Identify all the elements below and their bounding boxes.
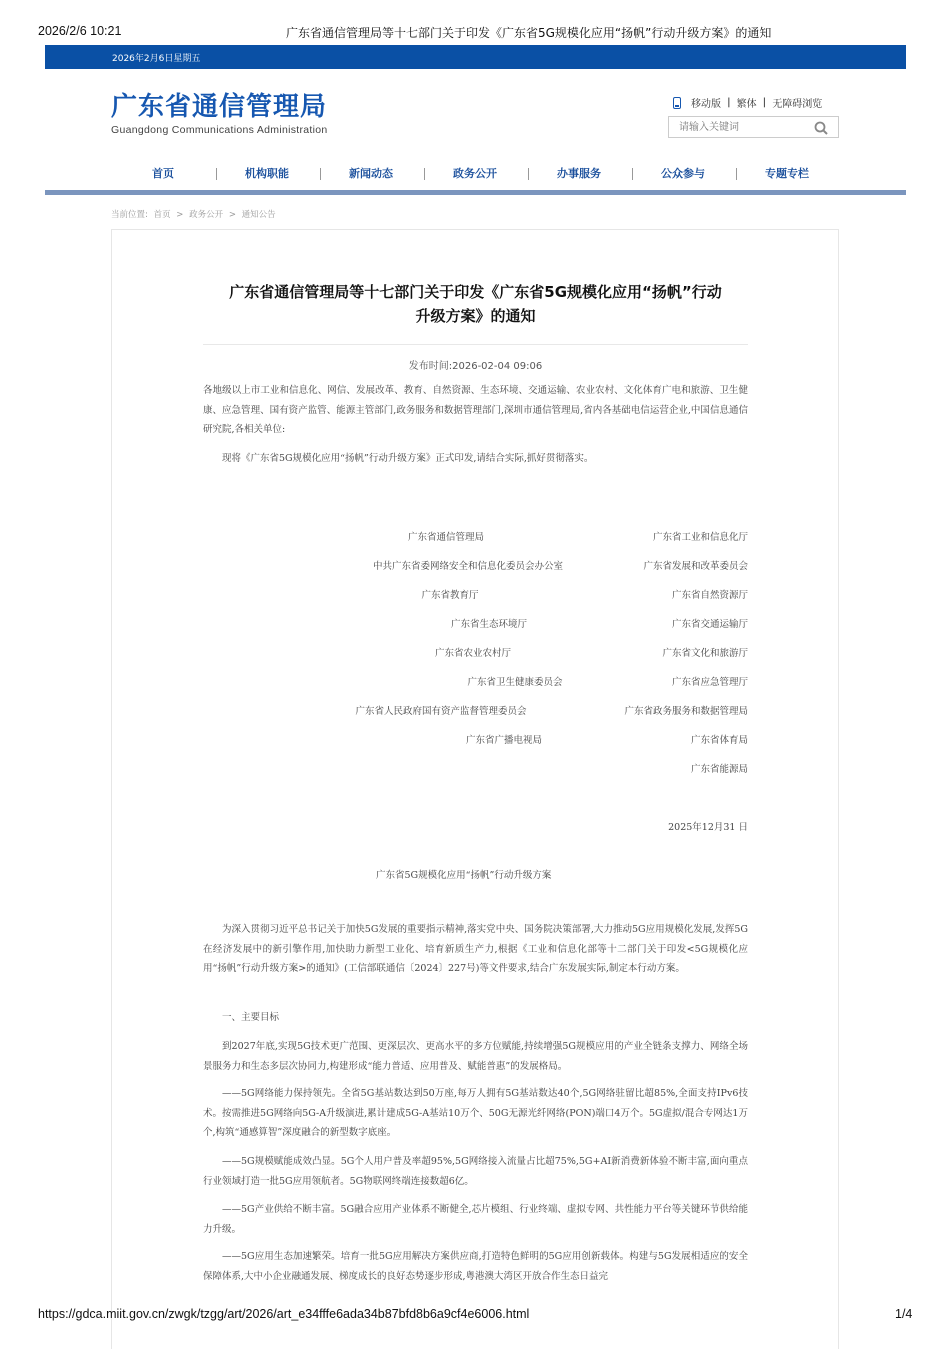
breadcrumb-sep: >	[228, 210, 236, 220]
plan-title: 广东省5G规模化应用“扬帆”行动升级方案	[376, 870, 552, 881]
logo-cn-name: 广东省通信管理局	[111, 92, 328, 122]
nav-item-gov-affairs[interactable]: 政务公开	[453, 167, 497, 180]
signatory: 广东省工业和信息化厅	[652, 532, 748, 543]
site-logo[interactable]	[111, 92, 328, 136]
accessibility-link[interactable]: 无障碍浏览	[772, 99, 823, 110]
breadcrumb-label: 当前位置:	[111, 210, 148, 220]
mobile-phone-icon	[673, 97, 681, 109]
document-date: 2025年12月31 日	[668, 822, 748, 833]
breadcrumb-sep: >	[176, 210, 184, 220]
nav-divider	[736, 168, 737, 180]
search-icon[interactable]	[814, 121, 828, 135]
signatory: 广东省卫生健康委员会	[467, 677, 563, 688]
nav-divider	[424, 168, 425, 180]
breadcrumb	[111, 208, 279, 220]
signatory: 广东省政务服务和数据管理局	[624, 706, 748, 717]
main-nav	[45, 165, 906, 187]
nav-divider	[216, 168, 217, 180]
goal-paragraph: 到2027年底,实现5G技术更广范围、更深层次、更高水平的多方位赋能,持续增强5G规模应用的产业全链条支撑力、网络全场景服务力和生态多层次协同力,构建形成“能力普适、应用普及、赋能普惠”的发展格局。	[203, 1041, 748, 1072]
breadcrumb-home[interactable]: 首页	[153, 210, 171, 220]
header-tools	[673, 95, 822, 110]
top-date-bar	[45, 45, 906, 69]
nav-item-news[interactable]: 新闻动态	[349, 167, 393, 180]
traditional-chinese-link[interactable]: 繁体	[736, 99, 757, 110]
print-timestamp: 2026/2/6 10:21	[38, 24, 122, 38]
goal-industry-paragraph: ——5G产业供给不断丰富。5G融合应用产业体系不断健全,芯片模组、行业终端、虚拟专网、共性能力平台等关键环节供给能力升级。	[203, 1204, 748, 1235]
intro-paragraph: 为深入贯彻习近平总书记关于加快5G发展的重要指示精神,落实党中央、国务院决策部署,大力推动5G应用规模化发展,发挥5G在经济发展中的新引擎作用,加快助力新型工业化、培育新质生产力,根据《工业和信息化部等十二部门关于印发<5G规模化应用“扬帆”行动升级方案>的通知》(工信部联通信〔2024〕227号)等文件要求,结合广东发展实际,制定本行动方案。	[203, 924, 748, 974]
article-title-line1: 广东省通信管理局等十七部门关于印发《广东省5G规模化应用“扬帆”行动	[229, 283, 722, 301]
breadcrumb-notices[interactable]: 通知公告	[241, 210, 276, 220]
page-number: 1/4	[895, 1307, 913, 1321]
notice-paragraph: 现将《广东省5G规模化应用“扬帆”行动升级方案》正式印发,请结合实际,抓好贯彻落实。	[222, 453, 594, 464]
signatory: 广东省通信管理局	[407, 532, 484, 543]
signatory: 广东省广播电视局	[465, 735, 542, 746]
section-heading: 一、主要目标	[222, 1012, 280, 1023]
nav-underline	[45, 190, 906, 195]
print-header	[0, 24, 950, 42]
nav-divider	[320, 168, 321, 180]
signatory: 广东省交通运输厅	[671, 619, 748, 630]
signatory: 广东省能源局	[690, 764, 748, 775]
signatory: 中共广东省委网络安全和信息化委员会办公室	[372, 561, 563, 572]
article-title-line2: 升级方案》的通知	[415, 307, 536, 325]
print-doc-title: 广东省通信管理局等十七部门关于印发《广东省5G规模化应用“扬帆”行动升级方案》的通知	[286, 26, 772, 40]
signatory: 广东省发展和改革委员会	[643, 561, 748, 572]
addressee-paragraph: 各地级以上市工业和信息化、网信、发展改革、教育、自然资源、生态环境、交通运输、农业农村、文化体育广电和旅游、卫生健康、应急管理、国有资产监管、能源主管部门,政务服务和数据管理部门,深圳市通信管理局,省内各基础电信运营企业,中国信息通信研究院,各相关单位:	[203, 385, 748, 435]
article-title	[203, 280, 748, 328]
nav-item-services[interactable]: 办事服务	[557, 167, 601, 180]
signatory: 广东省农业农村厅	[434, 648, 511, 659]
nav-item-home[interactable]: 首页	[152, 167, 174, 180]
breadcrumb-gov-affairs[interactable]: 政务公开	[189, 210, 224, 220]
divider: |	[762, 97, 767, 108]
logo-en-name: Guangdong Communications Administration	[111, 124, 328, 136]
mobile-version-link[interactable]: 移动版	[691, 99, 721, 110]
goal-empower-paragraph: ——5G规模赋能成效凸显。5G个人用户普及率超95%,5G网络接入流量占比超75%,5G+AI新消费新体验不断丰富,面向重点行业领域打造一批5G应用领航者。5G物联网终端连接数超6亿。	[203, 1156, 748, 1187]
signatory: 广东省应急管理厅	[671, 677, 748, 688]
signatory: 广东省生态环境厅	[450, 619, 527, 630]
search-box	[668, 116, 839, 138]
current-date: 2026年2月6日星期五	[112, 54, 201, 64]
divider: |	[727, 97, 731, 108]
signatory: 广东省体育局	[690, 735, 748, 746]
goal-network-paragraph: ——5G网络能力保持领先。全省5G基站数达到50万座,每万人拥有5G基站数达40个,5G网络驻留比超85%,全面支持IPv6技术。按需推进5G网络向5G-A升级演进,累计建成5G-A基站10万个、50G无源光纤网络(PON)端口4万个。5G虚拟/混合专网达1万个,构筑“通感算智”深度融合的新型数字底座。	[203, 1088, 748, 1138]
title-divider	[203, 344, 748, 345]
nav-item-functions[interactable]: 机构职能	[245, 167, 289, 180]
signatory: 广东省教育厅	[421, 590, 479, 601]
signatory: 广东省人民政府国有资产监督管理委员会	[355, 706, 527, 717]
search-input[interactable]	[669, 117, 819, 137]
nav-item-topics[interactable]: 专题专栏	[765, 167, 809, 180]
signatory: 广东省文化和旅游厅	[662, 648, 748, 659]
nav-item-participation[interactable]: 公众参与	[661, 167, 705, 180]
nav-divider	[632, 168, 633, 180]
page-url: https://gdca.miit.gov.cn/zwgk/tzgg/art/2026/art_e34fffe6ada34b87bfd8b6a9cf4e6006.html	[38, 1307, 530, 1321]
goal-ecosystem-paragraph: ——5G应用生态加速繁荣。培育一批5G应用解决方案供应商,打造特色鲜明的5G应用创新载体。构建与5G发展相适应的安全保障体系,大中小企业融通发展、梯度成长的良好态势逐步形成,粤港澳大湾区开放合作生态日益完	[203, 1251, 748, 1282]
signatory: 广东省自然资源厅	[671, 590, 748, 601]
nav-divider	[528, 168, 529, 180]
publish-time: 发布时间:2026-02-04 09:06	[408, 361, 543, 372]
